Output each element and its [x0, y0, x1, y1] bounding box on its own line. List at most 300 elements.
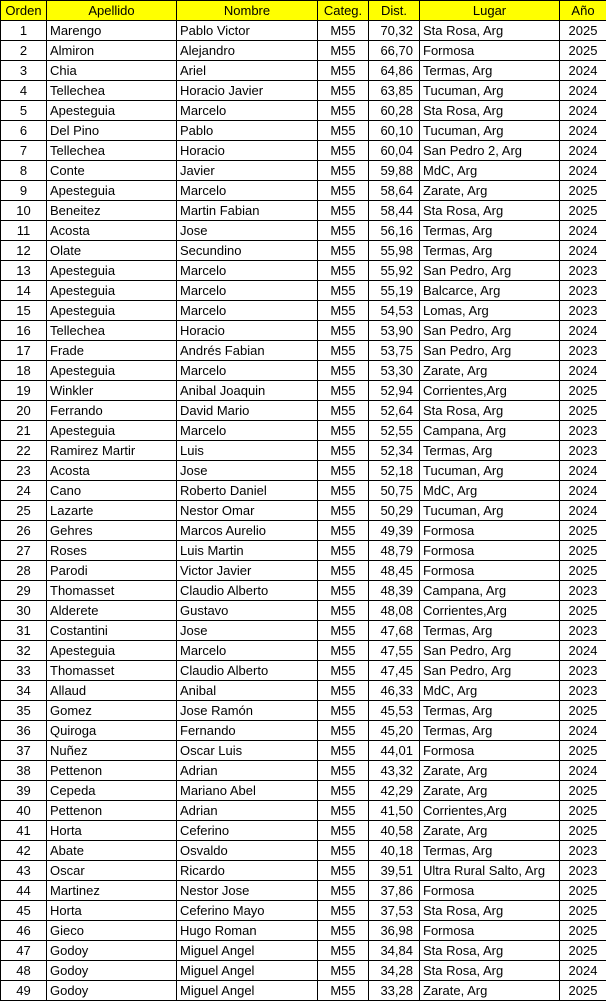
cell-apellido: Pettenon [47, 761, 177, 781]
cell-orden: 31 [1, 621, 47, 641]
cell-orden: 24 [1, 481, 47, 501]
table-row [1, 81, 606, 101]
cell-ano: 2023 [560, 441, 606, 461]
cell-dist: 34,28 [369, 961, 420, 981]
cell-dist: 48,39 [369, 581, 420, 601]
cell-apellido: Gieco [47, 921, 177, 941]
cell-orden: 3 [1, 61, 47, 81]
cell-categ: M55 [318, 21, 369, 41]
cell-lugar: Campana, Arg [420, 421, 560, 441]
cell-apellido: Ramirez Martir [47, 441, 177, 461]
cell-orden: 41 [1, 821, 47, 841]
cell-nombre: Nestor Omar [177, 501, 318, 521]
cell-orden: 43 [1, 861, 47, 881]
cell-apellido: Conte [47, 161, 177, 181]
cell-categ: M55 [318, 901, 369, 921]
cell-apellido: Oscar [47, 861, 177, 881]
cell-orden: 12 [1, 241, 47, 261]
cell-orden: 33 [1, 661, 47, 681]
table-row [1, 621, 606, 641]
cell-dist: 47,55 [369, 641, 420, 661]
cell-apellido: Thomasset [47, 581, 177, 601]
cell-orden: 9 [1, 181, 47, 201]
cell-categ: M55 [318, 221, 369, 241]
cell-orden: 26 [1, 521, 47, 541]
cell-nombre: Victor Javier [177, 561, 318, 581]
cell-nombre: Ariel [177, 61, 318, 81]
cell-nombre: Pablo [177, 121, 318, 141]
table-row [1, 121, 606, 141]
cell-nombre: Marcelo [177, 301, 318, 321]
cell-ano: 2024 [560, 61, 606, 81]
cell-ano: 2024 [560, 461, 606, 481]
header-row [1, 1, 606, 21]
cell-apellido: Tellechea [47, 321, 177, 341]
cell-categ: M55 [318, 581, 369, 601]
table-row [1, 961, 606, 981]
cell-dist: 52,34 [369, 441, 420, 461]
cell-categ: M55 [318, 421, 369, 441]
cell-nombre: Alejandro [177, 41, 318, 61]
table-row [1, 321, 606, 341]
cell-ano: 2025 [560, 941, 606, 961]
cell-nombre: Jose Ramón [177, 701, 318, 721]
cell-categ: M55 [318, 281, 369, 301]
cell-apellido: Cano [47, 481, 177, 501]
cell-nombre: Luis [177, 441, 318, 461]
table-row [1, 981, 606, 1001]
cell-dist: 48,08 [369, 601, 420, 621]
cell-categ: M55 [318, 101, 369, 121]
cell-ano: 2023 [560, 301, 606, 321]
cell-categ: M55 [318, 661, 369, 681]
cell-categ: M55 [318, 41, 369, 61]
cell-orden: 21 [1, 421, 47, 441]
table-row [1, 941, 606, 961]
cell-ano: 2025 [560, 901, 606, 921]
table-row [1, 821, 606, 841]
cell-categ: M55 [318, 801, 369, 821]
cell-nombre: Luis Martin [177, 541, 318, 561]
table-row [1, 461, 606, 481]
cell-nombre: Claudio Alberto [177, 661, 318, 681]
cell-categ: M55 [318, 321, 369, 341]
cell-lugar: Sta Rosa, Arg [420, 961, 560, 981]
cell-categ: M55 [318, 941, 369, 961]
table-row [1, 501, 606, 521]
cell-nombre: Claudio Alberto [177, 581, 318, 601]
cell-dist: 55,92 [369, 261, 420, 281]
cell-ano: 2025 [560, 521, 606, 541]
cell-categ: M55 [318, 961, 369, 981]
cell-dist: 43,32 [369, 761, 420, 781]
cell-orden: 13 [1, 261, 47, 281]
cell-dist: 64,86 [369, 61, 420, 81]
table-row [1, 221, 606, 241]
table-row [1, 521, 606, 541]
table-row [1, 721, 606, 741]
cell-nombre: Marcelo [177, 101, 318, 121]
cell-apellido: Apesteguia [47, 181, 177, 201]
cell-apellido: Gehres [47, 521, 177, 541]
cell-apellido: Beneitez [47, 201, 177, 221]
cell-categ: M55 [318, 641, 369, 661]
table-row [1, 341, 606, 361]
table-row [1, 381, 606, 401]
cell-nombre: Secundino [177, 241, 318, 261]
cell-lugar: Ultra Rural Salto, Arg [420, 861, 560, 881]
cell-dist: 48,79 [369, 541, 420, 561]
table-row [1, 181, 606, 201]
cell-categ: M55 [318, 981, 369, 1001]
cell-ano: 2025 [560, 881, 606, 901]
cell-lugar: Formosa [420, 521, 560, 541]
cell-ano: 2025 [560, 201, 606, 221]
cell-categ: M55 [318, 181, 369, 201]
table-row [1, 901, 606, 921]
cell-nombre: David Mario [177, 401, 318, 421]
cell-categ: M55 [318, 441, 369, 461]
cell-lugar: Campana, Arg [420, 581, 560, 601]
cell-lugar: San Pedro, Arg [420, 321, 560, 341]
cell-orden: 37 [1, 741, 47, 761]
cell-categ: M55 [318, 161, 369, 181]
cell-dist: 55,98 [369, 241, 420, 261]
cell-nombre: Adrian [177, 801, 318, 821]
cell-orden: 45 [1, 901, 47, 921]
cell-nombre: Horacio [177, 321, 318, 341]
cell-dist: 48,45 [369, 561, 420, 581]
cell-orden: 48 [1, 961, 47, 981]
cell-nombre: Marcelo [177, 181, 318, 201]
cell-lugar: Formosa [420, 741, 560, 761]
table-row [1, 241, 606, 261]
cell-dist: 60,28 [369, 101, 420, 121]
cell-ano: 2024 [560, 321, 606, 341]
table-row [1, 301, 606, 321]
cell-categ: M55 [318, 461, 369, 481]
cell-apellido: Thomasset [47, 661, 177, 681]
table-row [1, 361, 606, 381]
cell-ano: 2023 [560, 841, 606, 861]
cell-apellido: Parodi [47, 561, 177, 581]
header-apellido: Apellido [47, 1, 177, 21]
cell-orden: 16 [1, 321, 47, 341]
cell-apellido: Godoy [47, 941, 177, 961]
cell-apellido: Godoy [47, 961, 177, 981]
cell-orden: 35 [1, 701, 47, 721]
cell-ano: 2024 [560, 721, 606, 741]
cell-ano: 2023 [560, 281, 606, 301]
cell-categ: M55 [318, 401, 369, 421]
cell-apellido: Costantini [47, 621, 177, 641]
cell-categ: M55 [318, 481, 369, 501]
cell-lugar: San Pedro, Arg [420, 661, 560, 681]
cell-apellido: Apesteguia [47, 421, 177, 441]
table-row [1, 201, 606, 221]
cell-dist: 37,53 [369, 901, 420, 921]
table-row [1, 741, 606, 761]
cell-ano: 2024 [560, 501, 606, 521]
table-row [1, 261, 606, 281]
cell-ano: 2023 [560, 861, 606, 881]
cell-nombre: Roberto Daniel [177, 481, 318, 501]
cell-categ: M55 [318, 521, 369, 541]
table-row [1, 161, 606, 181]
cell-nombre: Marcelo [177, 281, 318, 301]
cell-nombre: Mariano Abel [177, 781, 318, 801]
cell-ano: 2024 [560, 961, 606, 981]
cell-nombre: Adrian [177, 761, 318, 781]
cell-ano: 2023 [560, 421, 606, 441]
cell-orden: 15 [1, 301, 47, 321]
cell-categ: M55 [318, 121, 369, 141]
cell-nombre: Gustavo [177, 601, 318, 621]
cell-lugar: Sta Rosa, Arg [420, 21, 560, 41]
table-row [1, 481, 606, 501]
cell-dist: 50,29 [369, 501, 420, 521]
cell-categ: M55 [318, 301, 369, 321]
cell-ano: 2025 [560, 981, 606, 1001]
cell-orden: 42 [1, 841, 47, 861]
cell-orden: 27 [1, 541, 47, 561]
cell-apellido: Apesteguia [47, 261, 177, 281]
cell-apellido: Apesteguia [47, 361, 177, 381]
cell-orden: 28 [1, 561, 47, 581]
cell-nombre: Hugo Roman [177, 921, 318, 941]
cell-nombre: Javier [177, 161, 318, 181]
cell-lugar: Zarate, Arg [420, 821, 560, 841]
cell-lugar: Termas, Arg [420, 241, 560, 261]
cell-orden: 30 [1, 601, 47, 621]
cell-lugar: Termas, Arg [420, 841, 560, 861]
cell-apellido: Godoy [47, 981, 177, 1001]
cell-lugar: San Pedro, Arg [420, 261, 560, 281]
cell-apellido: Chia [47, 61, 177, 81]
cell-orden: 49 [1, 981, 47, 1001]
cell-apellido: Horta [47, 821, 177, 841]
cell-categ: M55 [318, 361, 369, 381]
header-ano: Año [560, 1, 606, 21]
cell-ano: 2024 [560, 241, 606, 261]
cell-lugar: MdC, Arg [420, 481, 560, 501]
table-row [1, 441, 606, 461]
cell-nombre: Miguel Angel [177, 981, 318, 1001]
cell-ano: 2023 [560, 621, 606, 641]
cell-categ: M55 [318, 501, 369, 521]
cell-dist: 52,64 [369, 401, 420, 421]
cell-lugar: Sta Rosa, Arg [420, 401, 560, 421]
cell-orden: 22 [1, 441, 47, 461]
cell-categ: M55 [318, 781, 369, 801]
cell-dist: 56,16 [369, 221, 420, 241]
cell-dist: 37,86 [369, 881, 420, 901]
cell-nombre: Martin Fabian [177, 201, 318, 221]
table-body [1, 21, 606, 1001]
cell-nombre: Jose [177, 461, 318, 481]
table-row [1, 641, 606, 661]
table-row [1, 41, 606, 61]
cell-orden: 11 [1, 221, 47, 241]
table-row [1, 801, 606, 821]
cell-orden: 14 [1, 281, 47, 301]
cell-orden: 2 [1, 41, 47, 61]
cell-ano: 2025 [560, 781, 606, 801]
cell-orden: 40 [1, 801, 47, 821]
cell-apellido: Alderete [47, 601, 177, 621]
cell-apellido: Quiroga [47, 721, 177, 741]
cell-ano: 2025 [560, 381, 606, 401]
cell-apellido: Acosta [47, 221, 177, 241]
table-row [1, 141, 606, 161]
cell-ano: 2024 [560, 101, 606, 121]
header-categ: Categ. [318, 1, 369, 21]
cell-nombre: Nestor Jose [177, 881, 318, 901]
cell-lugar: Zarate, Arg [420, 361, 560, 381]
cell-lugar: Lomas, Arg [420, 301, 560, 321]
cell-ano: 2025 [560, 561, 606, 581]
cell-categ: M55 [318, 761, 369, 781]
cell-dist: 52,55 [369, 421, 420, 441]
cell-ano: 2024 [560, 81, 606, 101]
cell-orden: 17 [1, 341, 47, 361]
cell-dist: 45,53 [369, 701, 420, 721]
cell-lugar: Formosa [420, 561, 560, 581]
cell-dist: 60,10 [369, 121, 420, 141]
table-row [1, 701, 606, 721]
cell-nombre: Marcelo [177, 361, 318, 381]
cell-dist: 54,53 [369, 301, 420, 321]
cell-orden: 7 [1, 141, 47, 161]
cell-apellido: Almiron [47, 41, 177, 61]
table-row [1, 401, 606, 421]
cell-lugar: San Pedro 2, Arg [420, 141, 560, 161]
header-orden: Orden [1, 1, 47, 21]
cell-dist: 60,04 [369, 141, 420, 161]
cell-nombre: Marcelo [177, 641, 318, 661]
cell-ano: 2025 [560, 41, 606, 61]
cell-categ: M55 [318, 561, 369, 581]
cell-orden: 23 [1, 461, 47, 481]
cell-nombre: Miguel Angel [177, 961, 318, 981]
table-row [1, 921, 606, 941]
cell-dist: 70,32 [369, 21, 420, 41]
cell-categ: M55 [318, 841, 369, 861]
cell-ano: 2024 [560, 121, 606, 141]
cell-apellido: Cepeda [47, 781, 177, 801]
cell-lugar: Tucuman, Arg [420, 121, 560, 141]
table-row [1, 841, 606, 861]
cell-nombre: Osvaldo [177, 841, 318, 861]
cell-dist: 33,28 [369, 981, 420, 1001]
cell-lugar: Sta Rosa, Arg [420, 941, 560, 961]
cell-apellido: Olate [47, 241, 177, 261]
cell-categ: M55 [318, 861, 369, 881]
cell-apellido: Apesteguia [47, 281, 177, 301]
cell-dist: 44,01 [369, 741, 420, 761]
table-row [1, 861, 606, 881]
cell-orden: 10 [1, 201, 47, 221]
table-row [1, 281, 606, 301]
cell-apellido: Del Pino [47, 121, 177, 141]
table-row [1, 61, 606, 81]
header-nombre: Nombre [177, 1, 318, 21]
cell-lugar: Tucuman, Arg [420, 461, 560, 481]
cell-lugar: Formosa [420, 541, 560, 561]
cell-nombre: Ceferino [177, 821, 318, 841]
cell-lugar: MdC, Arg [420, 161, 560, 181]
cell-dist: 63,85 [369, 81, 420, 101]
cell-lugar: Formosa [420, 921, 560, 941]
cell-categ: M55 [318, 541, 369, 561]
cell-apellido: Gomez [47, 701, 177, 721]
cell-dist: 49,39 [369, 521, 420, 541]
cell-lugar: Termas, Arg [420, 621, 560, 641]
cell-categ: M55 [318, 681, 369, 701]
cell-categ: M55 [318, 261, 369, 281]
cell-ano: 2025 [560, 601, 606, 621]
cell-apellido: Roses [47, 541, 177, 561]
cell-ano: 2024 [560, 641, 606, 661]
cell-lugar: Termas, Arg [420, 701, 560, 721]
table-row [1, 781, 606, 801]
cell-orden: 39 [1, 781, 47, 801]
cell-orden: 6 [1, 121, 47, 141]
cell-categ: M55 [318, 741, 369, 761]
cell-nombre: Fernando [177, 721, 318, 741]
cell-dist: 40,18 [369, 841, 420, 861]
cell-orden: 29 [1, 581, 47, 601]
table-row [1, 21, 606, 41]
cell-apellido: Martinez [47, 881, 177, 901]
cell-dist: 59,88 [369, 161, 420, 181]
cell-categ: M55 [318, 141, 369, 161]
table-row [1, 681, 606, 701]
cell-orden: 8 [1, 161, 47, 181]
cell-orden: 44 [1, 881, 47, 901]
cell-ano: 2023 [560, 681, 606, 701]
cell-dist: 52,18 [369, 461, 420, 481]
cell-categ: M55 [318, 701, 369, 721]
cell-categ: M55 [318, 821, 369, 841]
table-row [1, 541, 606, 561]
cell-categ: M55 [318, 881, 369, 901]
cell-nombre: Anibal Joaquin [177, 381, 318, 401]
cell-ano: 2025 [560, 401, 606, 421]
cell-nombre: Miguel Angel [177, 941, 318, 961]
cell-dist: 42,29 [369, 781, 420, 801]
cell-categ: M55 [318, 81, 369, 101]
cell-lugar: Sta Rosa, Arg [420, 901, 560, 921]
cell-ano: 2025 [560, 801, 606, 821]
cell-dist: 66,70 [369, 41, 420, 61]
cell-nombre: Jose [177, 221, 318, 241]
cell-ano: 2025 [560, 741, 606, 761]
cell-ano: 2023 [560, 261, 606, 281]
table-row [1, 601, 606, 621]
cell-apellido: Lazarte [47, 501, 177, 521]
cell-ano: 2024 [560, 141, 606, 161]
cell-nombre: Andrés Fabian [177, 341, 318, 361]
cell-ano: 2025 [560, 541, 606, 561]
cell-lugar: Tucuman, Arg [420, 501, 560, 521]
cell-categ: M55 [318, 201, 369, 221]
cell-orden: 19 [1, 381, 47, 401]
cell-apellido: Tellechea [47, 141, 177, 161]
table-header [1, 1, 606, 21]
cell-dist: 36,98 [369, 921, 420, 941]
cell-nombre: Marcelo [177, 421, 318, 441]
